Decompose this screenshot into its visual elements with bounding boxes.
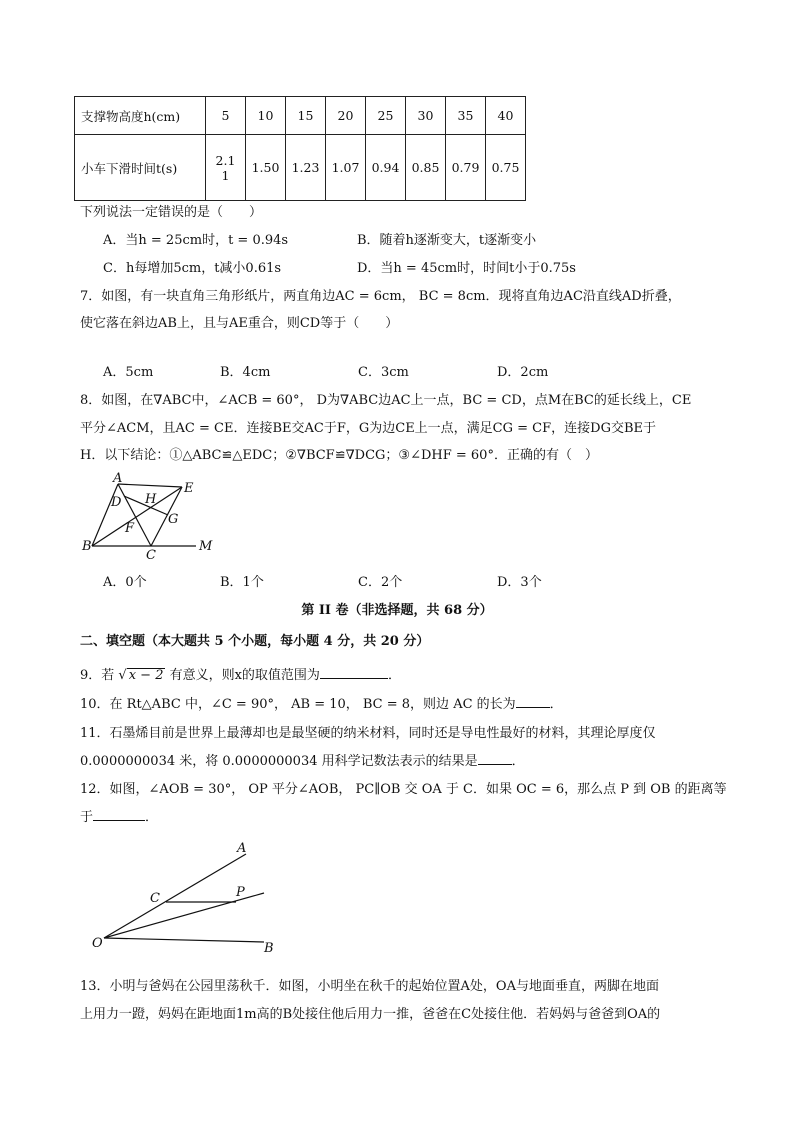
q6-option-b: B．随着h逐渐变大，t逐渐变小 (357, 233, 537, 248)
table-row (75, 135, 526, 201)
q11-end: ． (511, 754, 525, 769)
table-row (75, 97, 526, 135)
q7-option-b: B．4cm (220, 365, 271, 380)
q10-text: 10．在 Rt△ABC 中，∠C = 90°， AB = 10， BC = 8，则边 AC 的长为 (80, 697, 516, 712)
data-table (74, 96, 526, 201)
q10-end: ． (549, 697, 563, 712)
q11-text: 0.0000000034 米，将 0.0000000034 用科学记数法表示的结果是 (80, 754, 478, 769)
q9-suffix: 有意义，则x的取值范围为 (165, 668, 320, 683)
label-b: B (82, 539, 92, 554)
table-cell: 5 (206, 97, 246, 135)
label-c: C (146, 548, 156, 562)
q8-line2: 平分∠ACM，且AC = CE．连接BE交AC于F，G为边CE上一点，满足CG = CF，连接DG交BE于 (80, 421, 656, 436)
label-f: F (125, 521, 135, 536)
answer-blank[interactable] (93, 808, 145, 821)
q12-line2 (80, 806, 158, 825)
section-title: 第 II 卷（非选择题，共 68 分） (301, 603, 493, 618)
q8-option-c: C．2个 (358, 575, 403, 590)
table-cell: 15 (286, 97, 326, 135)
q7-line1: 7．如图，有一块直角三角形纸片，两直角边AC = 6cm， BC = 8cm．现将直角边AC沿直线AD折叠， (80, 289, 681, 304)
q6-stem: 下列说法一定错误的是（ ） (80, 205, 263, 220)
table-cell: 0.79 (446, 135, 486, 201)
q7-option-c: C．3cm (358, 365, 409, 380)
table-cell: 35 (446, 97, 486, 135)
section-heading: 二、填空题（本大题共 5 个小题，每小题 4 分，共 20 分） (80, 634, 430, 649)
table-cell: 40 (486, 97, 526, 135)
q6-option-d: D．当h = 45cm时，时间t小于0.75s (357, 261, 576, 276)
label-e: E (184, 481, 194, 496)
table-cell: 1.50 (246, 135, 286, 201)
q8-triangle-figure (78, 470, 218, 562)
q13-line1: 13．小明与爸妈在公园里荡秋千．如图，小明坐在秋千的起始位置A处，OA与地面垂直，两脚在地面 (80, 979, 659, 994)
q9-radicand: x − 2 (128, 668, 164, 683)
table-cell (206, 135, 246, 201)
label-c: C (150, 891, 160, 906)
table-cell: 0.85 (406, 135, 446, 201)
row-header-time: 小车下滑时间t(s) (75, 135, 206, 201)
q12-angle-figure (86, 838, 286, 958)
q6-option-c: C．h每增加5cm，t减小0.61s (103, 261, 282, 276)
q6-option-a: A．当h = 25cm时，t = 0.94s (103, 233, 289, 248)
label-p: P (236, 885, 245, 900)
q12-text: 于 (80, 810, 94, 825)
q8-option-a: A．0个 (103, 575, 147, 590)
cell-text: 2.1 (215, 152, 236, 168)
sqrt-sign: √ (118, 668, 127, 683)
table-cell: 20 (326, 97, 366, 135)
label-d: D (111, 495, 122, 510)
q12-end: ． (145, 810, 159, 825)
q7-option-a: A．5cm (103, 365, 154, 380)
q12-line1: 12．如图，∠AOB = 30°， OP 平分∠AOB， PC∥OB 交 OA 于 C．如果 OC = 6，那么点 P 到 OB 的距离等 (80, 782, 727, 797)
q13-line2: 上用力一蹬，妈妈在距地面1m高的B处接住他后用力一推，爸爸在C处接住他．若妈妈与爸爸到OA的 (80, 1007, 661, 1022)
table-cell: 1.07 (326, 135, 366, 201)
q7-line2: 使它落在斜边AB上，且与AE重合，则CD等于（ ） (80, 316, 399, 331)
q9-end: ． (387, 668, 401, 683)
table-cell: 0.75 (486, 135, 526, 201)
label-b: B (264, 941, 274, 956)
cell-text: 1 (221, 167, 230, 183)
answer-blank[interactable] (478, 752, 512, 765)
q8-line3: H．以下结论：①△ABC≌△EDC；②∇BCF≌∇DCG；③∠DHF = 60°．正确的有（ ） (80, 448, 598, 463)
table-cell: 10 (246, 97, 286, 135)
label-m: M (199, 539, 213, 554)
q7-option-d: D．2cm (497, 365, 549, 380)
row-header-height: 支撑物高度h(cm) (75, 97, 206, 135)
label-o: O (92, 936, 103, 951)
label-h: H (145, 492, 157, 507)
q9-prefix: 9．若 (80, 668, 119, 683)
q8-option-d: D．3个 (497, 575, 542, 590)
table-cell: 1.23 (286, 135, 326, 201)
label-a: A (113, 471, 123, 486)
table-cell: 25 (366, 97, 406, 135)
q10 (80, 693, 563, 712)
q11-line2 (80, 750, 525, 769)
answer-blank[interactable] (320, 666, 388, 679)
q11-line1: 11．石墨烯目前是世界上最薄却也是最坚硬的纳米材料，同时还是导电性最好的材料，其理论厚度仅 (80, 726, 656, 741)
table-cell: 0.94 (366, 135, 406, 201)
answer-blank[interactable] (516, 695, 550, 708)
label-g: G (168, 512, 179, 527)
q9 (80, 664, 401, 683)
q8-option-b: B．1个 (220, 575, 264, 590)
q8-line1: 8．如图，在∇ABC中，∠ACB = 60°， D为∇ABC边AC上一点，BC = CD，点M在BC的延长线上，CE (80, 393, 692, 408)
table-cell: 30 (406, 97, 446, 135)
label-a: A (237, 841, 247, 856)
